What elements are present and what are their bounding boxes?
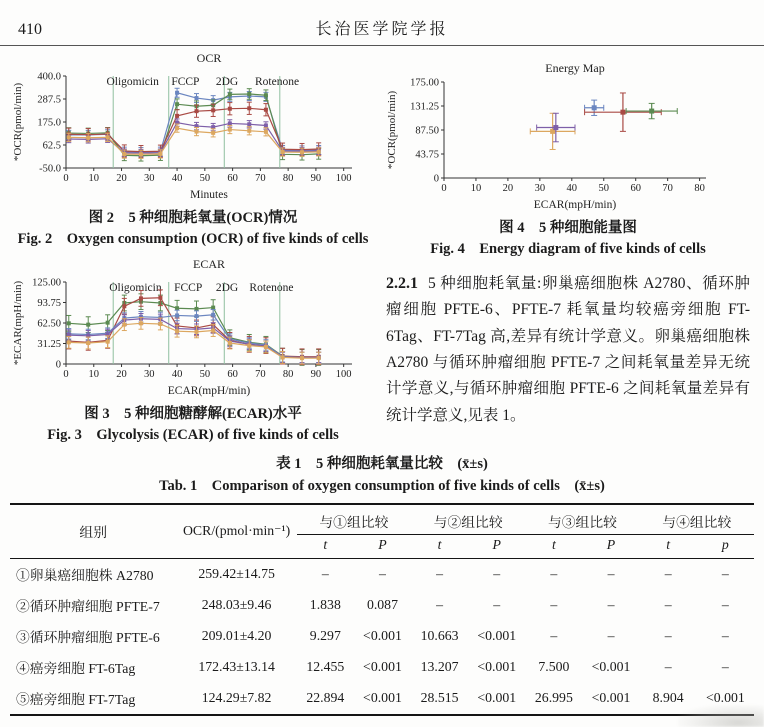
svg-text:FCCP: FCCP — [174, 282, 203, 295]
subheader-p3: P — [582, 534, 639, 558]
section-text: 5 种细胞耗氧量:卵巢癌细胞株 A2780、循环肿瘤细胞 PFTE-6、PFTE-7 耗氧量均较癌旁细胞 FT-6Tag、FT-7Tag 高,差异有统计学意义。卵巢癌细胞株 A2780 与循环肿瘤细胞 PFTE-7 之间耗氧量差异无统计学意义,与循环肿瘤细胞 PFTE-6 之间耗氧量差异有统计学意义,见表 1。 — [386, 275, 750, 424]
svg-text:0: 0 — [441, 183, 447, 194]
table-title-en: Tab. 1 Comparison of oxygen consumption of five kinds of cells (x̄±s) — [159, 477, 605, 494]
table-cell: <0.001 — [363, 690, 402, 706]
page-number: 410 — [18, 21, 42, 38]
table-cell: – — [436, 566, 444, 582]
svg-text:50: 50 — [199, 369, 211, 381]
svg-text:40: 40 — [566, 183, 578, 194]
svg-text:62.50: 62.50 — [37, 318, 61, 330]
table-cell: – — [550, 628, 558, 644]
table-cell: 28.515 — [420, 690, 459, 706]
table-cell: – — [721, 566, 729, 582]
svg-text:0: 0 — [63, 369, 69, 381]
table-cell: – — [550, 597, 558, 613]
table-cell: – — [321, 566, 329, 582]
col-header-vs1: 与①组比较 — [297, 504, 411, 535]
svg-text:175.00: 175.00 — [410, 77, 439, 89]
table-cell: <0.001 — [591, 659, 631, 675]
svg-text:287.5: 287.5 — [37, 94, 61, 106]
col-header-group: 组别 — [10, 504, 176, 559]
table-row — [10, 590, 754, 621]
table-cell: 13.207 — [420, 659, 459, 675]
svg-text:ECAR: ECAR — [192, 257, 226, 272]
subheader-p2: P — [468, 534, 525, 558]
svg-text:2DG: 2DG — [215, 282, 239, 295]
figure3-caption-en: Fig. 3 Glycolysis (ECAR) of five kinds of cells — [47, 427, 339, 444]
figure4-energy-map-chart — [384, 60, 752, 217]
table-title-zh: 表 1 5 种细胞耗氧量比较 (x̄±s) — [276, 456, 488, 473]
table-cell: <0.001 — [591, 690, 631, 706]
svg-text:*OCR(pmol/min): *OCR(pmol/min) — [12, 82, 24, 162]
table-cell: – — [550, 566, 558, 582]
figure2-caption-en: Fig. 2 Oxygen consumption (OCR) of five kinds of cells — [17, 231, 369, 248]
svg-text:100: 100 — [335, 369, 352, 381]
figure2-caption — [10, 208, 376, 250]
table-cell: 22.894 — [306, 690, 345, 706]
table-cell: 209.01±4.20 — [201, 628, 272, 644]
svg-text:20: 20 — [116, 369, 127, 381]
svg-text:*OCR(pmol/min): *OCR(pmol/min) — [386, 90, 398, 170]
left-column — [10, 50, 376, 452]
table-cell: 10.663 — [420, 628, 459, 644]
subheader-t2: t — [411, 534, 468, 558]
table-cell: <0.001 — [363, 628, 402, 644]
table-cell: 172.43±13.14 — [198, 659, 275, 675]
svg-text:FCCP: FCCP — [171, 76, 200, 88]
table-cell: – — [664, 597, 672, 613]
table-cell: – — [436, 597, 444, 613]
figure2-ocr-line-chart — [10, 50, 376, 207]
table-cell: 259.42±14.75 — [198, 566, 275, 582]
svg-text:60: 60 — [227, 369, 238, 381]
svg-text:93.75: 93.75 — [37, 298, 61, 310]
row-label: ④癌旁细胞 FT-6Tag — [16, 661, 136, 677]
svg-text:Oligomicin: Oligomicin — [106, 76, 159, 88]
figure4-caption-zh: 图 4 5 种细胞能量图 — [499, 220, 637, 236]
svg-text:30: 30 — [144, 173, 155, 184]
row-label: ①卵巢癌细胞株 A2780 — [16, 568, 154, 584]
row-label: ②循环肿瘤细胞 PFTE-7 — [16, 599, 160, 615]
table-row — [10, 558, 754, 590]
svg-text:400.0: 400.0 — [37, 71, 61, 83]
svg-text:ECAR(mpH/min): ECAR(mpH/min) — [533, 199, 617, 211]
svg-text:50: 50 — [199, 173, 211, 184]
table-cell: <0.001 — [363, 659, 402, 675]
svg-text:62.5: 62.5 — [42, 140, 61, 152]
table-cell: – — [607, 566, 615, 582]
subheader-t1: t — [297, 534, 354, 558]
svg-text:40: 40 — [171, 369, 183, 381]
svg-text:60: 60 — [227, 173, 238, 184]
svg-text:131.25: 131.25 — [410, 101, 439, 113]
table-cell: – — [379, 566, 386, 582]
svg-text:0: 0 — [55, 359, 61, 371]
section-number: 2.2.1 — [386, 275, 418, 293]
svg-text:80: 80 — [282, 173, 294, 184]
table-cell: – — [664, 659, 672, 675]
table-cell: 8.904 — [652, 690, 684, 706]
table-cell: <0.001 — [705, 690, 745, 706]
ocr-comparison-table — [10, 503, 754, 716]
scan-artifact — [678, 705, 764, 727]
svg-text:Rotenone: Rotenone — [254, 76, 300, 88]
table-cell: 124.29±7.82 — [201, 690, 272, 706]
figure3-ecar-line-chart — [10, 256, 376, 403]
svg-text:70: 70 — [255, 369, 266, 381]
svg-text:70: 70 — [255, 173, 266, 184]
svg-text:2DG: 2DG — [215, 76, 239, 88]
row-label: ⑤癌旁细胞 FT-7Tag — [16, 692, 136, 708]
row-label: ③循环肿瘤细胞 PFTE-6 — [16, 630, 160, 646]
svg-text:43.75: 43.75 — [415, 149, 439, 161]
svg-text:90: 90 — [310, 173, 322, 184]
journal-title: 长治医学院学报 — [315, 21, 449, 38]
table-cell: <0.001 — [477, 690, 517, 706]
svg-text:0: 0 — [433, 173, 439, 185]
table-cell: <0.001 — [477, 628, 517, 644]
table-cell: 12.455 — [306, 659, 345, 675]
figure4-caption-en: Fig. 4 Energy diagram of five kinds of cells — [430, 241, 706, 258]
svg-text:Rotenone: Rotenone — [249, 282, 294, 295]
svg-text:40: 40 — [171, 173, 183, 184]
page-header — [0, 0, 764, 46]
table-cell: 7.500 — [538, 659, 570, 675]
table-cell: – — [607, 628, 615, 644]
svg-text:Minutes: Minutes — [190, 189, 228, 201]
svg-text:80: 80 — [694, 183, 705, 194]
subheader-p1: P — [354, 534, 411, 558]
svg-text:30: 30 — [144, 369, 155, 381]
table-cell: – — [664, 566, 672, 582]
figure3-caption — [10, 404, 376, 446]
svg-text:100: 100 — [335, 173, 352, 184]
two-column-area — [0, 46, 764, 452]
table-cell: 1.838 — [309, 597, 341, 613]
svg-text:90: 90 — [310, 369, 322, 381]
subheader-t4: t — [640, 534, 697, 558]
svg-text:20: 20 — [502, 183, 514, 194]
svg-text:Oligomicin: Oligomicin — [109, 282, 162, 295]
table-cell: 248.03±9.46 — [201, 597, 272, 613]
svg-text:125.00: 125.00 — [32, 277, 61, 289]
svg-text:70: 70 — [662, 183, 673, 194]
svg-text:-50.0: -50.0 — [39, 163, 61, 175]
table-cell: – — [721, 597, 729, 613]
table-cell: – — [664, 628, 672, 644]
table-row — [10, 652, 754, 683]
svg-text:175.0: 175.0 — [37, 117, 61, 129]
svg-text:50: 50 — [598, 183, 610, 194]
right-column — [384, 50, 758, 452]
svg-text:Energy Map: Energy Map — [545, 61, 605, 75]
figure2-caption-zh: 图 2 5 种细胞耗氧量(OCR)情况 — [88, 210, 298, 226]
section-paragraph — [386, 270, 750, 429]
table-cell: 26.995 — [534, 690, 573, 706]
table-cell: – — [721, 659, 729, 675]
figure4-caption — [384, 218, 752, 260]
svg-text:OCR: OCR — [196, 51, 222, 65]
table-cell: – — [607, 597, 615, 613]
svg-text:31.25: 31.25 — [37, 339, 61, 351]
figure3-caption-zh: 图 3 5 种细胞糖酵解(ECAR)水平 — [84, 406, 302, 423]
svg-text:60: 60 — [630, 183, 641, 194]
svg-text:*ECAR(mpH/min): *ECAR(mpH/min) — [12, 280, 24, 366]
svg-text:80: 80 — [282, 369, 294, 381]
svg-text:10: 10 — [88, 369, 100, 381]
svg-text:ECAR(mpH/min): ECAR(mpH/min) — [167, 385, 251, 398]
table-cell: <0.001 — [477, 659, 517, 675]
col-header-vs2: 与②组比较 — [411, 504, 525, 535]
table-cell: 0.087 — [366, 597, 398, 613]
svg-text:20: 20 — [116, 173, 127, 184]
svg-text:10: 10 — [88, 173, 100, 184]
subheader-p4: p — [697, 534, 754, 558]
col-header-vs4: 与④组比较 — [640, 504, 754, 535]
table-row — [10, 621, 754, 652]
table-section — [10, 454, 754, 716]
table-cell: 9.297 — [309, 628, 341, 644]
svg-text:10: 10 — [470, 183, 482, 194]
table-cell: – — [493, 597, 501, 613]
subheader-t3: t — [525, 534, 582, 558]
col-header-vs3: 与③组比较 — [525, 504, 639, 535]
svg-text:30: 30 — [534, 183, 546, 194]
table-cell: – — [721, 628, 729, 644]
col-header-ocr: OCR/(pmol·min⁻¹) — [176, 504, 296, 559]
table-row — [10, 683, 754, 715]
svg-text:0: 0 — [63, 173, 69, 184]
svg-text:87.50: 87.50 — [415, 125, 439, 137]
table-cell: – — [493, 566, 501, 582]
